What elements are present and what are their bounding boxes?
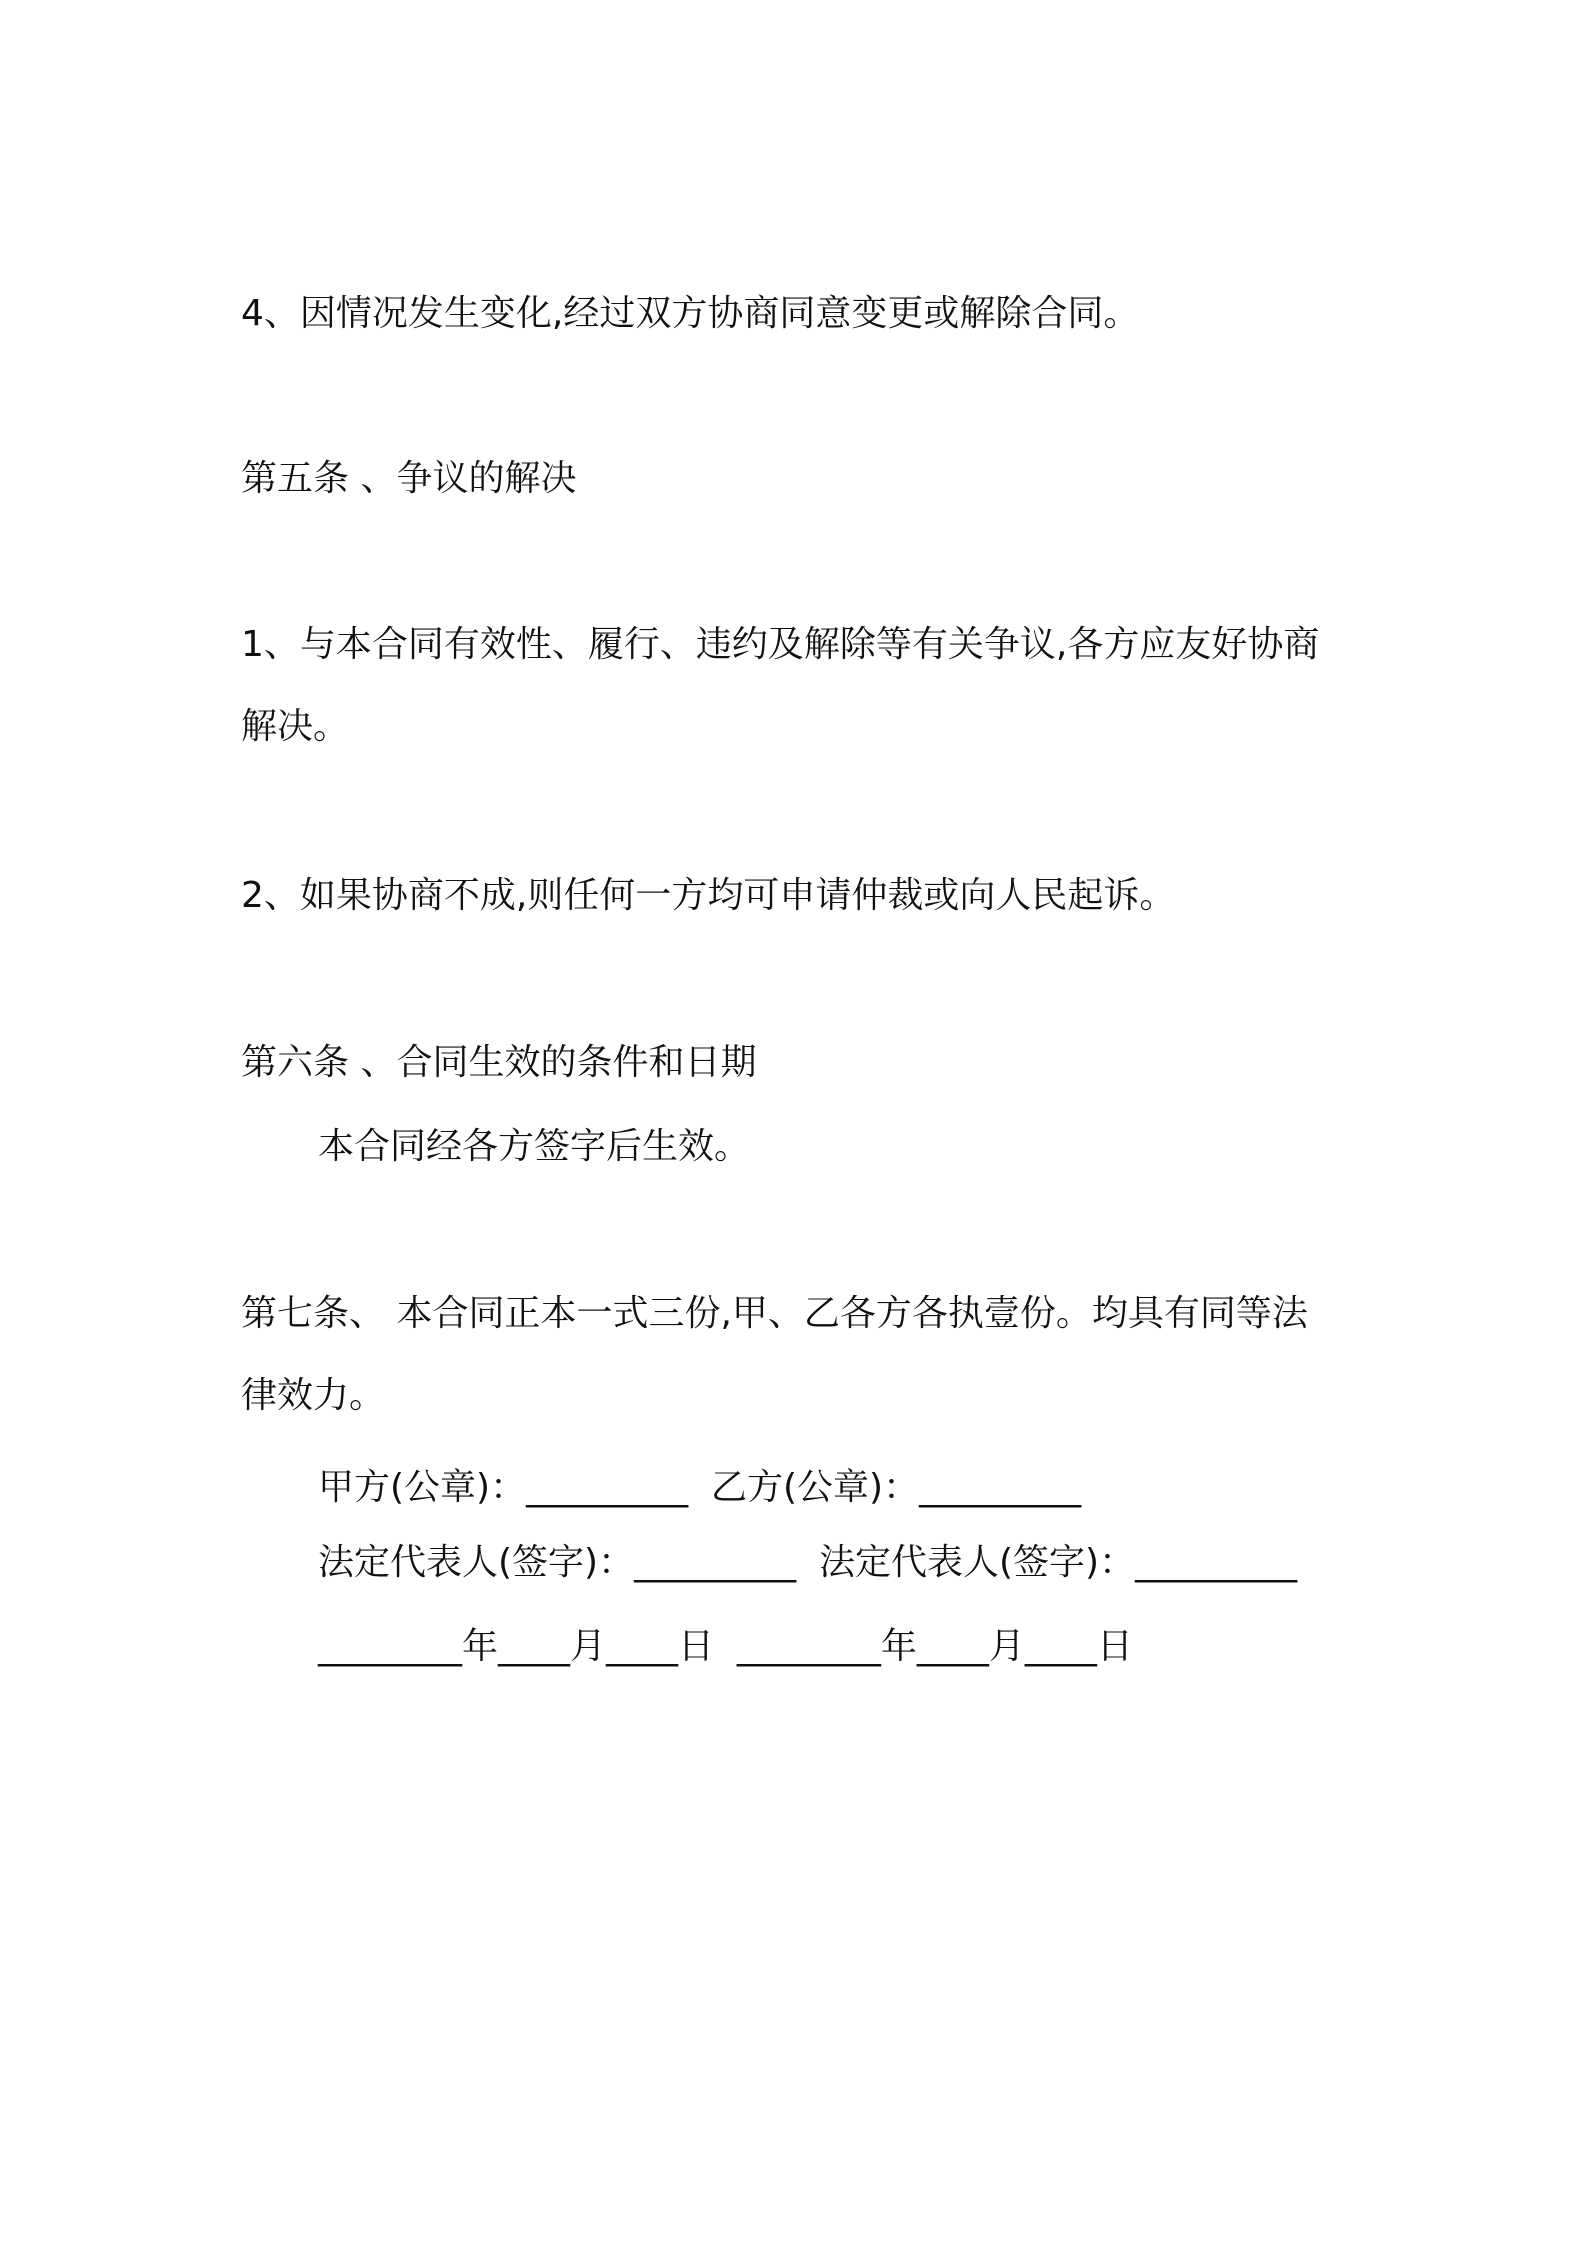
article4-item4: 4、因情况发生变化,经过双方协商同意变更或解除合同。	[241, 293, 1140, 334]
article5-item1-line1: 1、与本合同有效性、履行、违约及解除等有关争议,各方应友好协商	[241, 624, 1320, 665]
signature-dates: ________年____月____日 ________年____月____日	[318, 1626, 1133, 1667]
article5-heading: 第五条 、争议的解决	[241, 458, 577, 499]
article7-line1: 第七条、 本合同正本一式三份,甲、乙各方各执壹份。均具有同等法	[241, 1293, 1308, 1334]
article7-line2: 律效力。	[241, 1375, 386, 1416]
signature-legal-representatives: 法定代表人(签字)：_________ 法定代表人(签字)：_________	[318, 1542, 1298, 1583]
article6-heading: 第六条 、合同生效的条件和日期	[241, 1042, 757, 1083]
article5-item2: 2、如果协商不成,则任何一方均可申请仲裁或向人民起诉。	[241, 875, 1176, 916]
article5-item1-line2: 解决。	[241, 706, 350, 747]
signature-party-seals: 甲方(公章)：_________ 乙方(公章)：_________	[318, 1467, 1082, 1508]
article6-body: 本合同经各方签字后生效。	[318, 1126, 751, 1167]
